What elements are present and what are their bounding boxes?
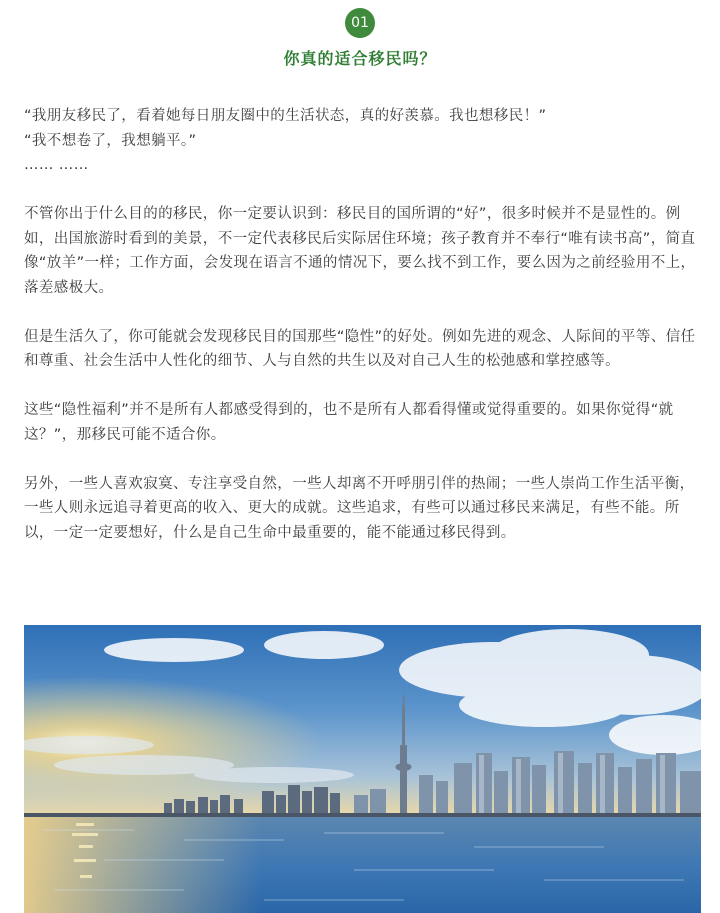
ellipsis-line: …… …… xyxy=(24,157,89,173)
section-header xyxy=(0,8,720,69)
paragraph: 这些“隐性福利”并不是所有人都感受得到的，也不是所有人都看得懂或觉得重要的。如果你觉得“就这？”，那移民可能不适合你。 xyxy=(24,402,674,443)
city-skyline-photo xyxy=(24,625,701,913)
quote-line: “我不想卷了，我想躺平。” xyxy=(24,132,197,149)
paragraph: 不管你出于什么目的的移民，你一定要认识到：移民目的国所谓的“好”，很多时候并不是显性的。例如，出国旅游时看到的美景，不一定代表移民后实际居住环境；孩子教育并不奉行“唯有读书高”，简直像“放羊”一样；工作方面，会发现在语言不通的情况下，要么找不到工作，要么因为之前经验用不上，落差感极大。 xyxy=(24,206,696,296)
section-title: 你真的适合移民吗？ xyxy=(283,49,437,68)
paragraph: 另外，一些人喜欢寂寞、专注享受自然，一些人却离不开呼朋引伴的热闹；一些人崇尚工作生活平衡，一些人则永远追寻着更高的收入、更大的成就。这些追求，有些可以通过移民来满足，有些不能。所以，一定一定要想好，什么是自己生命中最重要的，能不能通过移民得到。 xyxy=(24,475,695,541)
article-body xyxy=(24,104,704,545)
quote-line: “我朋友移民了，看着她每日朋友圈中的生活状态，真的好羡慕。我也想移民！” xyxy=(24,108,547,124)
section-number-badge: 01 xyxy=(345,8,375,38)
paragraph: 但是生活久了，你可能就会发现移民目的国那些“隐性”的好处。例如先进的观念、人际间的平等、信任和尊重、社会生活中人性化的细节、人与自然的共生以及对自己人生的松弛感和掌控感等。 xyxy=(24,328,696,369)
